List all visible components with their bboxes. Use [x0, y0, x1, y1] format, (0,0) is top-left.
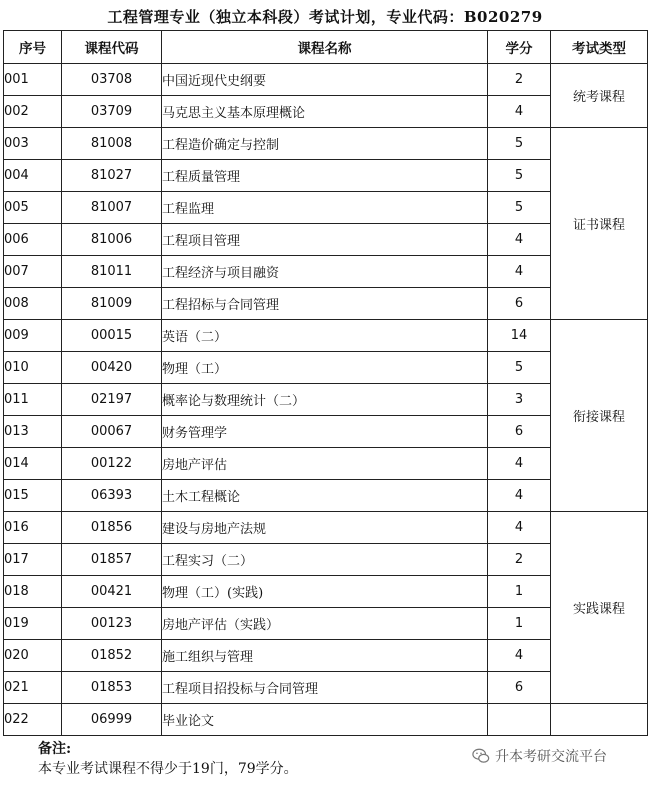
course-credit: 2 [488, 544, 551, 576]
course-credit: 4 [488, 96, 551, 128]
course-code: 81007 [62, 192, 162, 224]
course-credit: 4 [488, 224, 551, 256]
course-code: 81006 [62, 224, 162, 256]
exam-type: 实践课程 [551, 512, 648, 704]
course-code: 00421 [62, 576, 162, 608]
course-name: 工程造价确定与控制 [162, 128, 488, 160]
course-number: 018 [4, 576, 62, 608]
course-name: 物理（工） [162, 352, 488, 384]
course-name: 工程经济与项目融资 [162, 256, 488, 288]
course-name: 马克思主义基本原理概论 [162, 96, 488, 128]
table-row [4, 64, 648, 96]
course-number: 002 [4, 96, 62, 128]
course-credit: 4 [488, 640, 551, 672]
course-name: 工程实习（二） [162, 544, 488, 576]
course-number: 015 [4, 480, 62, 512]
table-row [4, 128, 648, 160]
course-number: 014 [4, 448, 62, 480]
watermark-text: 升本考研交流平台 [495, 749, 607, 765]
course-name: 工程质量管理 [162, 160, 488, 192]
course-number: 004 [4, 160, 62, 192]
table-body [4, 64, 648, 736]
course-number: 021 [4, 672, 62, 704]
course-credit: 14 [488, 320, 551, 352]
notes-text: 本专业考试课程不得少于19门，79学分。 [38, 761, 298, 777]
page-title: 工程管理专业（独立本科段）考试计划，专业代码：B020279 [107, 8, 543, 26]
header-type: 考试类型 [551, 31, 648, 64]
course-number: 005 [4, 192, 62, 224]
course-name: 毕业论文 [162, 704, 488, 736]
course-number: 013 [4, 416, 62, 448]
course-code: 00067 [62, 416, 162, 448]
course-code: 06999 [62, 704, 162, 736]
course-name: 概率论与数理统计（二） [162, 384, 488, 416]
course-credit: 5 [488, 192, 551, 224]
course-code: 03708 [62, 64, 162, 96]
course-code: 81008 [62, 128, 162, 160]
course-credit: 4 [488, 512, 551, 544]
course-number: 020 [4, 640, 62, 672]
course-number: 009 [4, 320, 62, 352]
course-name: 建设与房地产法规 [162, 512, 488, 544]
course-credit: 4 [488, 480, 551, 512]
course-code: 01857 [62, 544, 162, 576]
course-code: 02197 [62, 384, 162, 416]
course-number: 010 [4, 352, 62, 384]
course-name: 工程项目管理 [162, 224, 488, 256]
course-name: 施工组织与管理 [162, 640, 488, 672]
course-credit: 4 [488, 448, 551, 480]
course-number: 019 [4, 608, 62, 640]
course-code: 06393 [62, 480, 162, 512]
notes-label: 备注: [38, 741, 72, 757]
course-number: 003 [4, 128, 62, 160]
wechat-icon [472, 747, 490, 765]
course-code: 01853 [62, 672, 162, 704]
course-code: 81027 [62, 160, 162, 192]
course-number: 001 [4, 64, 62, 96]
course-code: 01852 [62, 640, 162, 672]
course-name: 土木工程概论 [162, 480, 488, 512]
exam-type: 证书课程 [551, 128, 648, 320]
course-credit: 4 [488, 256, 551, 288]
course-credit: 6 [488, 672, 551, 704]
course-credit: 6 [488, 288, 551, 320]
course-name: 工程监理 [162, 192, 488, 224]
course-name: 中国近现代史纲要 [162, 64, 488, 96]
course-code: 00123 [62, 608, 162, 640]
course-name: 物理（工）(实践) [162, 576, 488, 608]
course-number: 016 [4, 512, 62, 544]
course-name: 房地产评估（实践） [162, 608, 488, 640]
header-no: 序号 [4, 31, 62, 64]
table-header-row [4, 31, 648, 64]
course-number: 008 [4, 288, 62, 320]
course-credit [488, 704, 551, 736]
course-number: 017 [4, 544, 62, 576]
course-code: 01856 [62, 512, 162, 544]
exam-plan-table [3, 30, 648, 736]
course-name: 房地产评估 [162, 448, 488, 480]
watermark [472, 746, 607, 766]
course-number: 022 [4, 704, 62, 736]
course-name: 财务管理学 [162, 416, 488, 448]
course-code: 81011 [62, 256, 162, 288]
table-row [4, 704, 648, 736]
course-code: 03709 [62, 96, 162, 128]
course-credit: 1 [488, 576, 551, 608]
course-name: 工程招标与合同管理 [162, 288, 488, 320]
course-number: 007 [4, 256, 62, 288]
course-number: 011 [4, 384, 62, 416]
notes [38, 739, 298, 779]
exam-type-empty [551, 704, 648, 736]
course-code: 00015 [62, 320, 162, 352]
course-credit: 1 [488, 608, 551, 640]
course-code: 00420 [62, 352, 162, 384]
course-name: 英语（二） [162, 320, 488, 352]
header-credit: 学分 [488, 31, 551, 64]
course-credit: 6 [488, 416, 551, 448]
exam-type: 统考课程 [551, 64, 648, 128]
course-credit: 3 [488, 384, 551, 416]
course-name: 工程项目招投标与合同管理 [162, 672, 488, 704]
header-code: 课程代码 [62, 31, 162, 64]
table-row [4, 512, 648, 544]
course-code: 00122 [62, 448, 162, 480]
course-credit: 5 [488, 128, 551, 160]
course-credit: 5 [488, 352, 551, 384]
header-name: 课程名称 [162, 31, 488, 64]
course-credit: 2 [488, 64, 551, 96]
course-code: 81009 [62, 288, 162, 320]
table-row [4, 320, 648, 352]
course-credit: 5 [488, 160, 551, 192]
exam-type: 衔接课程 [551, 320, 648, 512]
course-number: 006 [4, 224, 62, 256]
